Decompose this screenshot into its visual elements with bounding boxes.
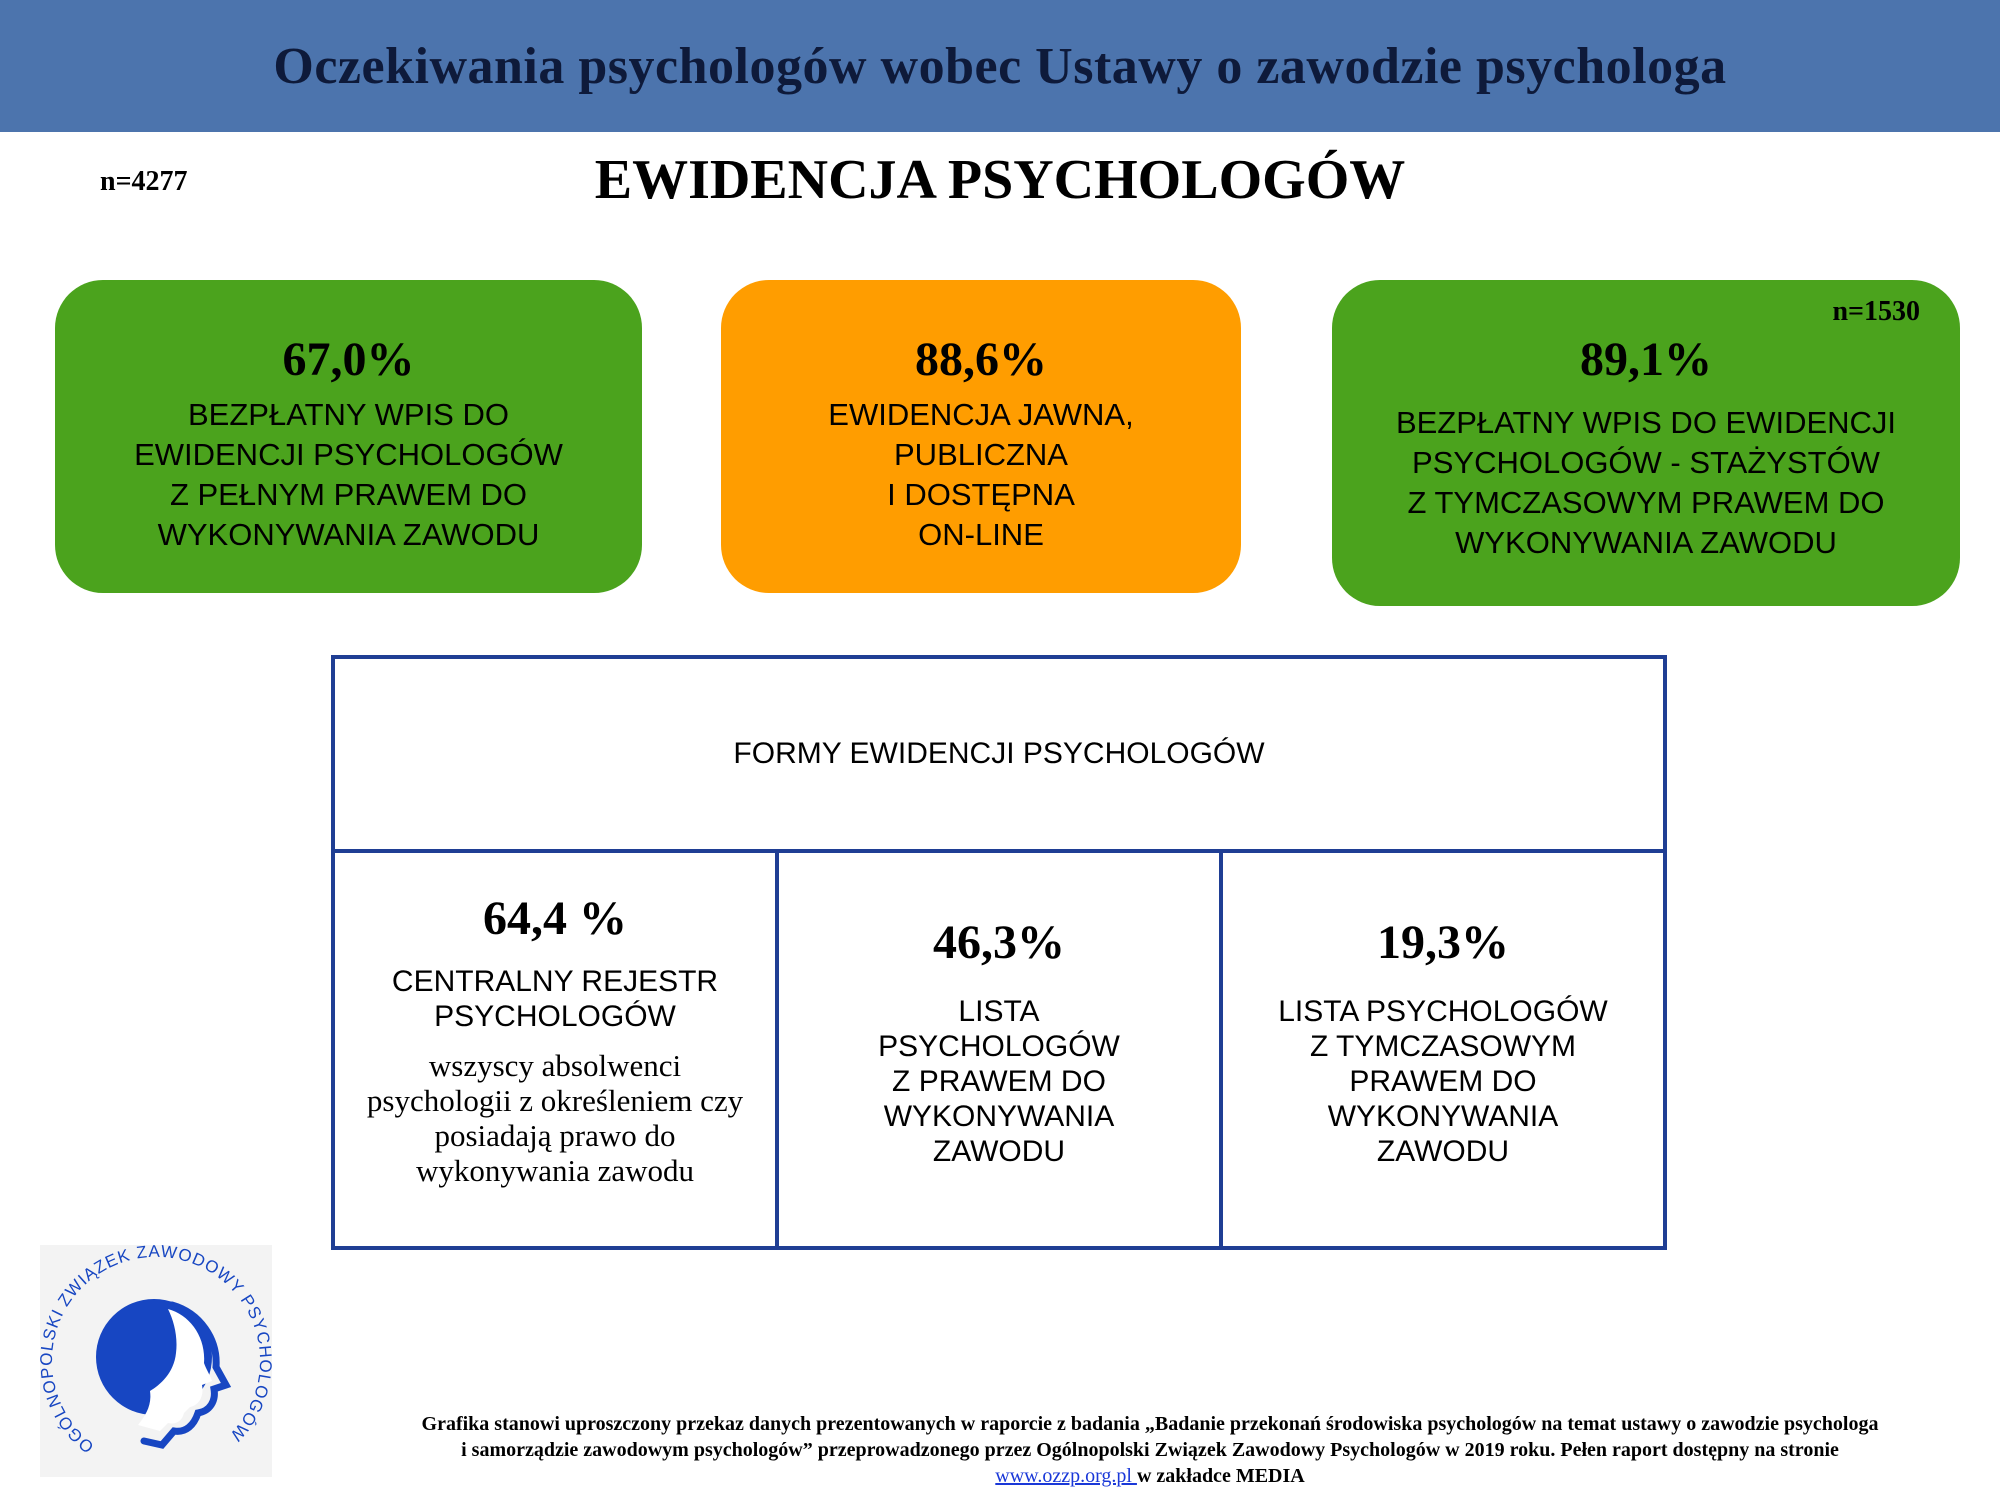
registry-forms-table xyxy=(331,655,1667,1250)
label-line: WYKONYWANIA xyxy=(1327,1099,1559,1133)
label-line: Z TYMCZASOWYM xyxy=(1309,1029,1577,1063)
desc-line: WYKONYWANIA ZAWODU xyxy=(157,516,540,552)
stat-card-trainee-registration xyxy=(1332,280,1960,606)
note-line: wszyscy absolwenci xyxy=(428,1047,682,1083)
footer-note xyxy=(320,1411,1980,1489)
cell-note xyxy=(335,1048,775,1188)
desc-line: EWIDENCJI PSYCHOLOGÓW xyxy=(134,436,563,472)
desc-line: PUBLICZNA xyxy=(894,436,1068,472)
stat-description xyxy=(55,395,642,555)
label-line: CENTRALNY REJESTR xyxy=(391,964,719,998)
table-cell-temporary-list xyxy=(1223,853,1663,1246)
cell-label xyxy=(335,964,775,1034)
stat-card-free-registration xyxy=(55,280,642,593)
ozzp-logo xyxy=(40,1245,272,1477)
desc-line: EWIDENCJA JAWNA, xyxy=(828,396,1134,432)
page-title: Oczekiwania psychologów wobec Ustawy o zawodzie psychologa xyxy=(273,37,1727,95)
label-line: ZAWODU xyxy=(932,1134,1066,1168)
cell-percentage: 46,3% xyxy=(933,916,1065,969)
sample-size: n=4277 xyxy=(100,166,188,197)
sample-size-badge: n=1530 xyxy=(1832,296,1920,327)
desc-line: I DOSTĘPNA xyxy=(887,476,1075,512)
note-line: psychologii z określeniem czy xyxy=(366,1082,744,1118)
stat-description xyxy=(721,395,1241,555)
table-cell-central-register xyxy=(335,853,779,1246)
table-header: FORMY EWIDENCJI PSYCHOLOGÓW xyxy=(335,659,1663,853)
desc-line: ON-LINE xyxy=(918,516,1044,552)
note-line: wykonywania zawodu xyxy=(415,1152,695,1188)
label-line: PSYCHOLOGÓW xyxy=(878,1029,1120,1063)
desc-line: BEZPŁATNY WPIS DO xyxy=(188,396,509,432)
cell-label xyxy=(779,994,1219,1169)
label-line: PSYCHOLOGÓW xyxy=(434,999,676,1033)
desc-line: PSYCHOLOGÓW - STAŻYSTÓW xyxy=(1412,444,1880,480)
desc-line: BEZPŁATNY WPIS DO EWIDENCJI xyxy=(1395,404,1897,440)
label-line: LISTA xyxy=(958,994,1040,1028)
label-line: ZAWODU xyxy=(1376,1134,1510,1168)
desc-line: WYKONYWANIA ZAWODU xyxy=(1455,524,1837,560)
header-bar xyxy=(0,0,2000,132)
logo-emblem-icon xyxy=(40,1245,272,1477)
label-line: PRAWEM DO xyxy=(1349,1064,1537,1098)
note-line: posiadają prawo do xyxy=(434,1117,676,1153)
footer-tail: w zakładce MEDIA xyxy=(1136,1465,1305,1487)
stat-percentage: 67,0% xyxy=(282,333,415,386)
label-line: WYKONYWANIA xyxy=(883,1099,1115,1133)
stat-percentage: 88,6% xyxy=(915,333,1047,386)
desc-line: Z PEŁNYM PRAWEM DO xyxy=(169,476,528,512)
footer-line-3 xyxy=(320,1463,1980,1489)
label-line: LISTA PSYCHOLOGÓW xyxy=(1278,994,1608,1028)
logo-ring-text: OGÓLNO SKI ZWIĄZEK ZAWODOWY PSYC OGÓW xyxy=(40,1245,272,1457)
footer-line-1: Grafika stanowi uproszczony przekaz danych prezentowanych w raporcie z badania „Badanie przekonań środowiska psychologów na temat ustawy o zawodzie psychologa xyxy=(421,1413,1879,1435)
stat-card-public-registry xyxy=(721,280,1241,593)
report-link[interactable]: www.ozzp.org.pl xyxy=(995,1465,1137,1487)
table-cell-licensed-list xyxy=(779,853,1223,1246)
cell-label xyxy=(1223,994,1663,1169)
cell-percentage: 64,4 % xyxy=(483,892,627,945)
label-line: Z PRAWEM DO xyxy=(892,1064,1106,1098)
cell-percentage: 19,3% xyxy=(1377,916,1509,969)
section-title: EWIDENCJA PSYCHOLOGÓW xyxy=(594,149,1406,211)
desc-line: Z TYMCZASOWYM PRAWEM DO xyxy=(1407,484,1885,520)
stat-percentage: 89,1% xyxy=(1580,333,1712,386)
stat-description xyxy=(1332,403,1960,563)
footer-line-2: i samorządzie zawodowym psychologów” przeprowadzonego przez Ogólnopolski Związek Zawodowy Psychologów w 2019 roku. Pełen raport dostępny na stronie xyxy=(461,1439,1839,1461)
